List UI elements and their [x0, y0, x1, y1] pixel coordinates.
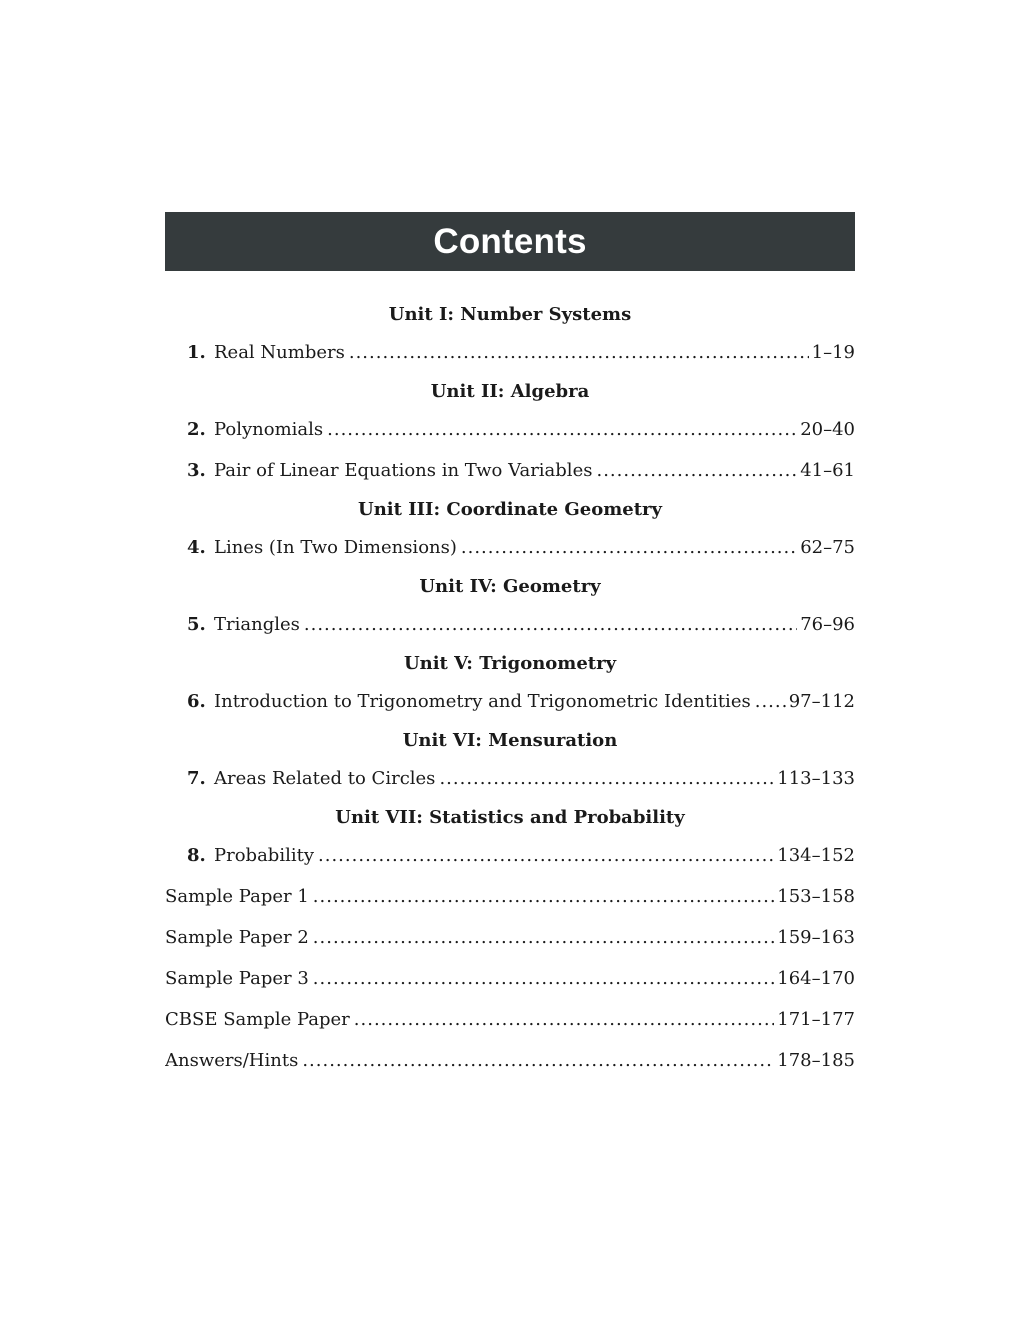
toc-entry-triangles[interactable] [165, 607, 855, 643]
toc-entry-cbse-sample-paper[interactable] [165, 1002, 855, 1043]
entry-title: Answers/Hints [165, 1050, 299, 1071]
chapter-number: 3. [187, 460, 206, 481]
dot-leader [318, 838, 774, 874]
chapter-title: Polynomials [214, 419, 324, 440]
toc-entry-areas-circles[interactable] [165, 761, 855, 797]
toc-entry-sample-paper-2[interactable] [165, 920, 855, 961]
chapter-number: 2. [187, 419, 206, 440]
dot-leader [302, 1043, 774, 1079]
page-range: 153–158 [777, 886, 855, 907]
page-range: 159–163 [777, 927, 855, 948]
unit-heading: Unit III: Coordinate Geometry [358, 499, 662, 520]
chapter-title: Pair of Linear Equations in Two Variables [214, 460, 593, 481]
dot-leader [354, 1002, 774, 1038]
chapter-title: Probability [214, 845, 315, 866]
chapter-number: 6. [187, 691, 206, 712]
toc-entry-answers-hints[interactable] [165, 1043, 855, 1084]
page-range: 62–75 [800, 537, 855, 558]
toc-entry-linear-equations[interactable] [165, 453, 855, 489]
toc-entry-trigonometry[interactable] [165, 684, 855, 720]
entry-title: Sample Paper 1 [165, 886, 309, 907]
toc-entry-real-numbers[interactable] [165, 335, 855, 371]
dot-leader [313, 920, 775, 956]
chapter-title: Triangles [214, 614, 300, 635]
chapter-number: 1. [187, 342, 206, 363]
chapter-title: Introduction to Trigonometry and Trigonometric Identities [214, 691, 751, 712]
page-title: Contents [433, 221, 587, 261]
chapter-number: 4. [187, 537, 206, 558]
page-range: 178–185 [777, 1050, 855, 1071]
dot-leader [313, 879, 775, 915]
entry-title: Sample Paper 3 [165, 968, 309, 989]
dot-leader [755, 684, 786, 720]
chapter-title: Areas Related to Circles [214, 768, 436, 789]
page-range: 1–19 [811, 342, 855, 363]
page-range: 113–133 [777, 768, 855, 789]
unit-heading: Unit VII: Statistics and Probability [335, 807, 685, 828]
page-range: 134–152 [777, 845, 855, 866]
page-range: 20–40 [800, 419, 855, 440]
page-range: 171–177 [777, 1009, 855, 1030]
toc-entry-sample-paper-3[interactable] [165, 961, 855, 1002]
chapter-title: Lines (In Two Dimensions) [214, 537, 457, 558]
chapter-number: 8. [187, 845, 206, 866]
contents-header-bar [165, 212, 855, 271]
dot-leader [304, 607, 797, 643]
dot-leader [327, 412, 797, 448]
toc-entry-probability[interactable] [165, 838, 855, 879]
unit-heading: Unit IV: Geometry [419, 576, 601, 597]
entry-title: CBSE Sample Paper [165, 1009, 350, 1030]
toc-entry-sample-paper-1[interactable] [165, 879, 855, 920]
dot-leader [349, 335, 809, 371]
entry-title: Sample Paper 2 [165, 927, 309, 948]
unit-heading: Unit V: Trigonometry [403, 653, 617, 674]
page-range: 97–112 [788, 691, 855, 712]
dot-leader [461, 530, 797, 566]
page-range: 76–96 [800, 614, 855, 635]
page-range: 164–170 [777, 968, 855, 989]
dot-leader [596, 453, 797, 489]
chapter-title: Real Numbers [214, 342, 345, 363]
toc-entry-lines[interactable] [165, 530, 855, 566]
dot-leader [313, 961, 775, 997]
dot-leader [439, 761, 774, 797]
table-of-contents [165, 294, 855, 1084]
chapter-number: 5. [187, 614, 206, 635]
chapter-number: 7. [187, 768, 206, 789]
unit-heading: Unit VI: Mensuration [402, 730, 618, 751]
unit-heading: Unit II: Algebra [430, 381, 590, 402]
toc-entry-polynomials[interactable] [165, 412, 855, 453]
page-range: 41–61 [800, 460, 855, 481]
unit-heading: Unit I: Number Systems [388, 304, 632, 325]
